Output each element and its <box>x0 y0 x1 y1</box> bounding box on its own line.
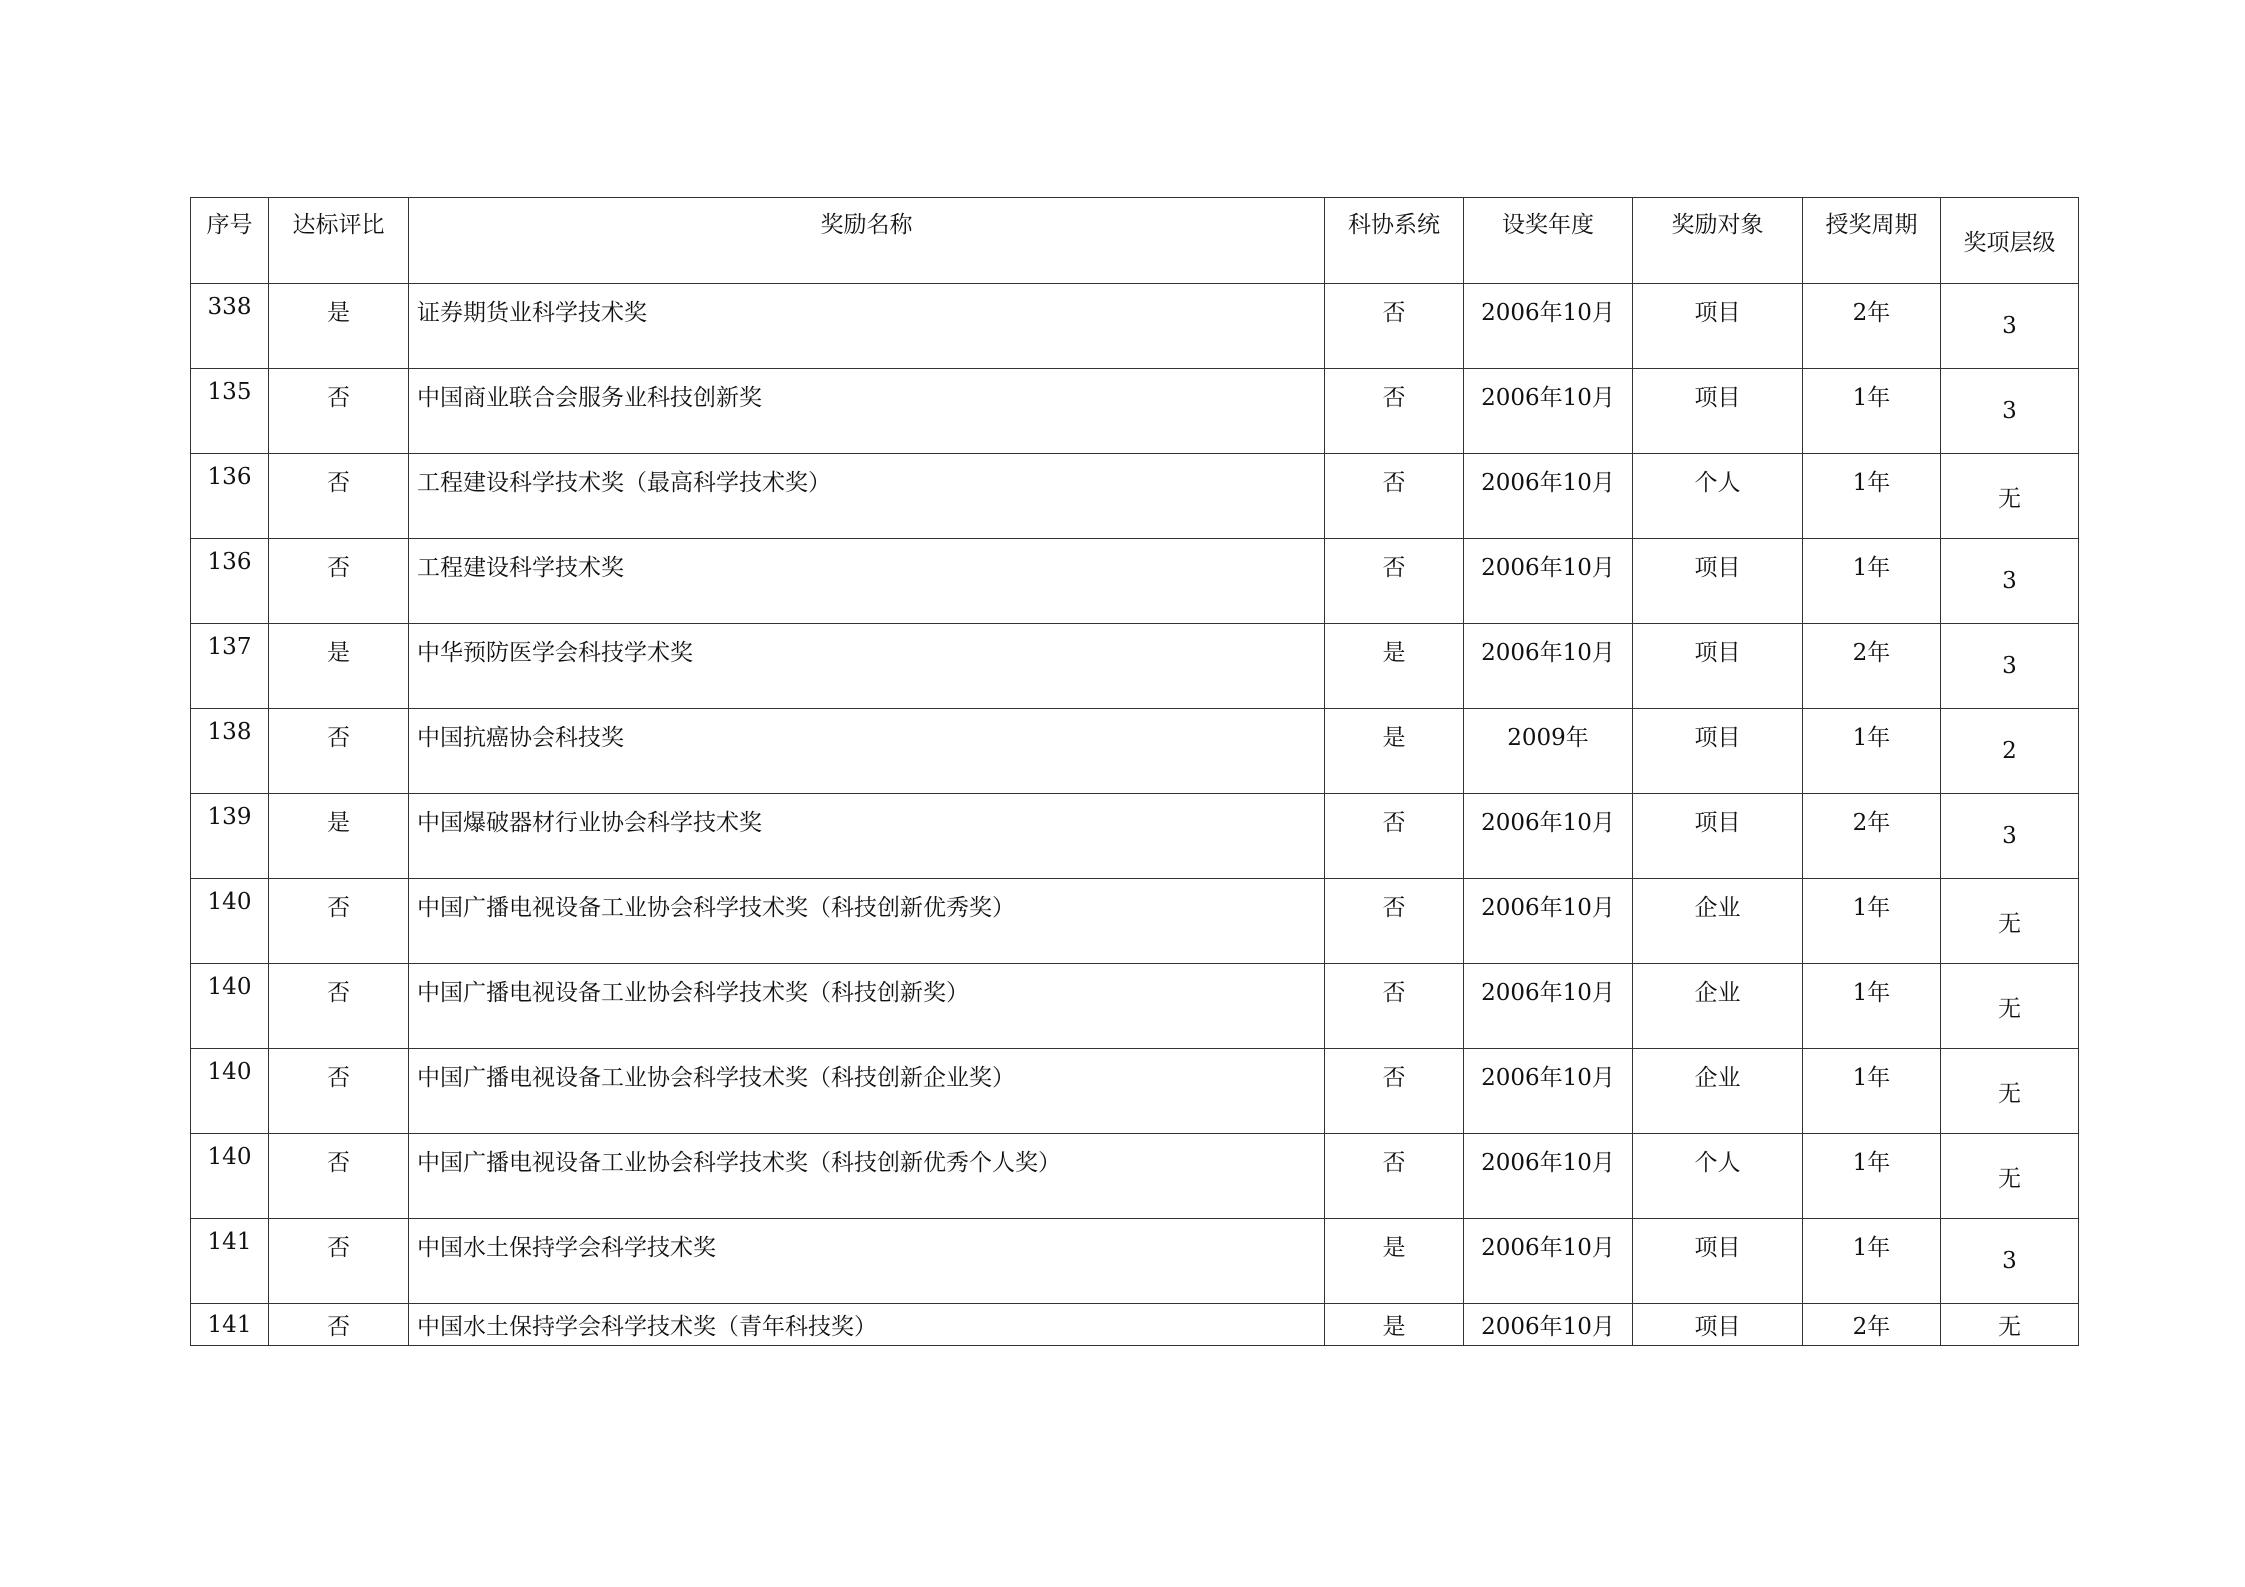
cell-year: 2006年10月 <box>1464 624 1633 709</box>
cell-target: 项目 <box>1633 709 1803 794</box>
cell-level: 无 <box>1941 879 2079 964</box>
cell-cycle: 1年 <box>1803 709 1941 794</box>
cell-seq: 140 <box>191 1134 269 1219</box>
cell-seq: 338 <box>191 284 269 369</box>
cell-year: 2006年10月 <box>1464 284 1633 369</box>
cell-award-name: 中国广播电视设备工业协会科学技术奖（科技创新优秀个人奖） <box>409 1134 1325 1219</box>
table-row <box>191 964 2079 1049</box>
cell-cycle: 1年 <box>1803 454 1941 539</box>
table-row <box>191 284 2079 369</box>
cell-kexie: 否 <box>1325 1134 1464 1219</box>
cell-seq: 141 <box>191 1304 269 1346</box>
cell-level: 无 <box>1941 1134 2079 1219</box>
cell-award-name: 中国广播电视设备工业协会科学技术奖（科技创新奖） <box>409 964 1325 1049</box>
table-row <box>191 1304 2079 1346</box>
cell-year: 2006年10月 <box>1464 454 1633 539</box>
cell-target: 项目 <box>1633 1219 1803 1304</box>
cell-award-name: 证券期货业科学技术奖 <box>409 284 1325 369</box>
cell-kexie: 否 <box>1325 369 1464 454</box>
header-level: 奖项层级 <box>1941 198 2079 284</box>
cell-level: 3 <box>1941 624 2079 709</box>
header-kexie: 科协系统 <box>1325 198 1464 284</box>
cell-cycle: 2年 <box>1803 284 1941 369</box>
cell-level: 3 <box>1941 539 2079 624</box>
cell-standard: 否 <box>269 709 409 794</box>
cell-target: 企业 <box>1633 879 1803 964</box>
header-cycle: 授奖周期 <box>1803 198 1941 284</box>
cell-level: 3 <box>1941 369 2079 454</box>
cell-kexie: 否 <box>1325 964 1464 1049</box>
cell-cycle: 1年 <box>1803 1049 1941 1134</box>
cell-cycle: 1年 <box>1803 1134 1941 1219</box>
cell-cycle: 1年 <box>1803 369 1941 454</box>
cell-cycle: 2年 <box>1803 794 1941 879</box>
awards-table <box>190 197 2079 1346</box>
cell-cycle: 2年 <box>1803 624 1941 709</box>
cell-award-name: 中国抗癌协会科技奖 <box>409 709 1325 794</box>
cell-target: 个人 <box>1633 1134 1803 1219</box>
table-row <box>191 624 2079 709</box>
cell-level: 3 <box>1941 1219 2079 1304</box>
cell-year: 2006年10月 <box>1464 1134 1633 1219</box>
cell-seq: 140 <box>191 1049 269 1134</box>
cell-level: 3 <box>1941 794 2079 879</box>
table-row <box>191 1049 2079 1134</box>
cell-year: 2006年10月 <box>1464 794 1633 879</box>
cell-target: 个人 <box>1633 454 1803 539</box>
cell-standard: 否 <box>269 964 409 1049</box>
cell-target: 企业 <box>1633 964 1803 1049</box>
cell-level: 无 <box>1941 1049 2079 1134</box>
cell-level: 2 <box>1941 709 2079 794</box>
cell-award-name: 中国爆破器材行业协会科学技术奖 <box>409 794 1325 879</box>
table-row <box>191 794 2079 879</box>
header-target: 奖励对象 <box>1633 198 1803 284</box>
cell-seq: 140 <box>191 879 269 964</box>
cell-standard: 是 <box>269 284 409 369</box>
cell-cycle: 1年 <box>1803 964 1941 1049</box>
cell-award-name: 工程建设科学技术奖（最高科学技术奖） <box>409 454 1325 539</box>
cell-seq: 141 <box>191 1219 269 1304</box>
cell-standard: 否 <box>269 369 409 454</box>
table-row <box>191 369 2079 454</box>
cell-award-name: 中国水土保持学会科学技术奖 <box>409 1219 1325 1304</box>
header-standard: 达标评比 <box>269 198 409 284</box>
header-year: 设奖年度 <box>1464 198 1633 284</box>
cell-standard: 否 <box>269 1049 409 1134</box>
cell-award-name: 中国商业联合会服务业科技创新奖 <box>409 369 1325 454</box>
cell-target: 项目 <box>1633 1304 1803 1346</box>
cell-kexie: 是 <box>1325 1219 1464 1304</box>
table-row <box>191 539 2079 624</box>
cell-level: 3 <box>1941 284 2079 369</box>
cell-level: 无 <box>1941 964 2079 1049</box>
cell-seq: 137 <box>191 624 269 709</box>
cell-year: 2006年10月 <box>1464 1049 1633 1134</box>
cell-seq: 140 <box>191 964 269 1049</box>
cell-standard: 否 <box>269 539 409 624</box>
cell-award-name: 中华预防医学会科技学术奖 <box>409 624 1325 709</box>
cell-target: 项目 <box>1633 624 1803 709</box>
cell-kexie: 否 <box>1325 879 1464 964</box>
cell-level: 无 <box>1941 1304 2079 1346</box>
cell-standard: 是 <box>269 624 409 709</box>
table-row <box>191 1134 2079 1219</box>
table-row <box>191 709 2079 794</box>
cell-year: 2006年10月 <box>1464 1304 1633 1346</box>
cell-award-name: 中国水土保持学会科学技术奖（青年科技奖） <box>409 1304 1325 1346</box>
header-seq: 序号 <box>191 198 269 284</box>
cell-target: 企业 <box>1633 1049 1803 1134</box>
cell-standard: 否 <box>269 454 409 539</box>
header-award-name: 奖励名称 <box>409 198 1325 284</box>
cell-cycle: 2年 <box>1803 1304 1941 1346</box>
table-header-row <box>191 198 2079 284</box>
cell-seq: 138 <box>191 709 269 794</box>
cell-standard: 否 <box>269 879 409 964</box>
cell-standard: 否 <box>269 1219 409 1304</box>
cell-award-name: 中国广播电视设备工业协会科学技术奖（科技创新企业奖） <box>409 1049 1325 1134</box>
cell-kexie: 否 <box>1325 539 1464 624</box>
cell-standard: 否 <box>269 1304 409 1346</box>
cell-award-name: 中国广播电视设备工业协会科学技术奖（科技创新优秀奖） <box>409 879 1325 964</box>
cell-year: 2006年10月 <box>1464 879 1633 964</box>
cell-standard: 否 <box>269 1134 409 1219</box>
cell-cycle: 1年 <box>1803 879 1941 964</box>
table-row <box>191 1219 2079 1304</box>
cell-year: 2006年10月 <box>1464 539 1633 624</box>
cell-kexie: 是 <box>1325 624 1464 709</box>
cell-kexie: 是 <box>1325 1304 1464 1346</box>
cell-kexie: 否 <box>1325 1049 1464 1134</box>
cell-award-name: 工程建设科学技术奖 <box>409 539 1325 624</box>
cell-target: 项目 <box>1633 369 1803 454</box>
cell-target: 项目 <box>1633 539 1803 624</box>
cell-seq: 136 <box>191 454 269 539</box>
cell-year: 2006年10月 <box>1464 964 1633 1049</box>
cell-standard: 是 <box>269 794 409 879</box>
cell-year: 2009年 <box>1464 709 1633 794</box>
cell-year: 2006年10月 <box>1464 1219 1633 1304</box>
cell-seq: 136 <box>191 539 269 624</box>
cell-cycle: 1年 <box>1803 1219 1941 1304</box>
cell-kexie: 否 <box>1325 284 1464 369</box>
cell-kexie: 否 <box>1325 454 1464 539</box>
cell-year: 2006年10月 <box>1464 369 1633 454</box>
cell-level: 无 <box>1941 454 2079 539</box>
table-row <box>191 454 2079 539</box>
cell-cycle: 1年 <box>1803 539 1941 624</box>
cell-seq: 135 <box>191 369 269 454</box>
table-row <box>191 879 2079 964</box>
cell-target: 项目 <box>1633 794 1803 879</box>
cell-target: 项目 <box>1633 284 1803 369</box>
cell-kexie: 是 <box>1325 709 1464 794</box>
cell-kexie: 否 <box>1325 794 1464 879</box>
cell-seq: 139 <box>191 794 269 879</box>
